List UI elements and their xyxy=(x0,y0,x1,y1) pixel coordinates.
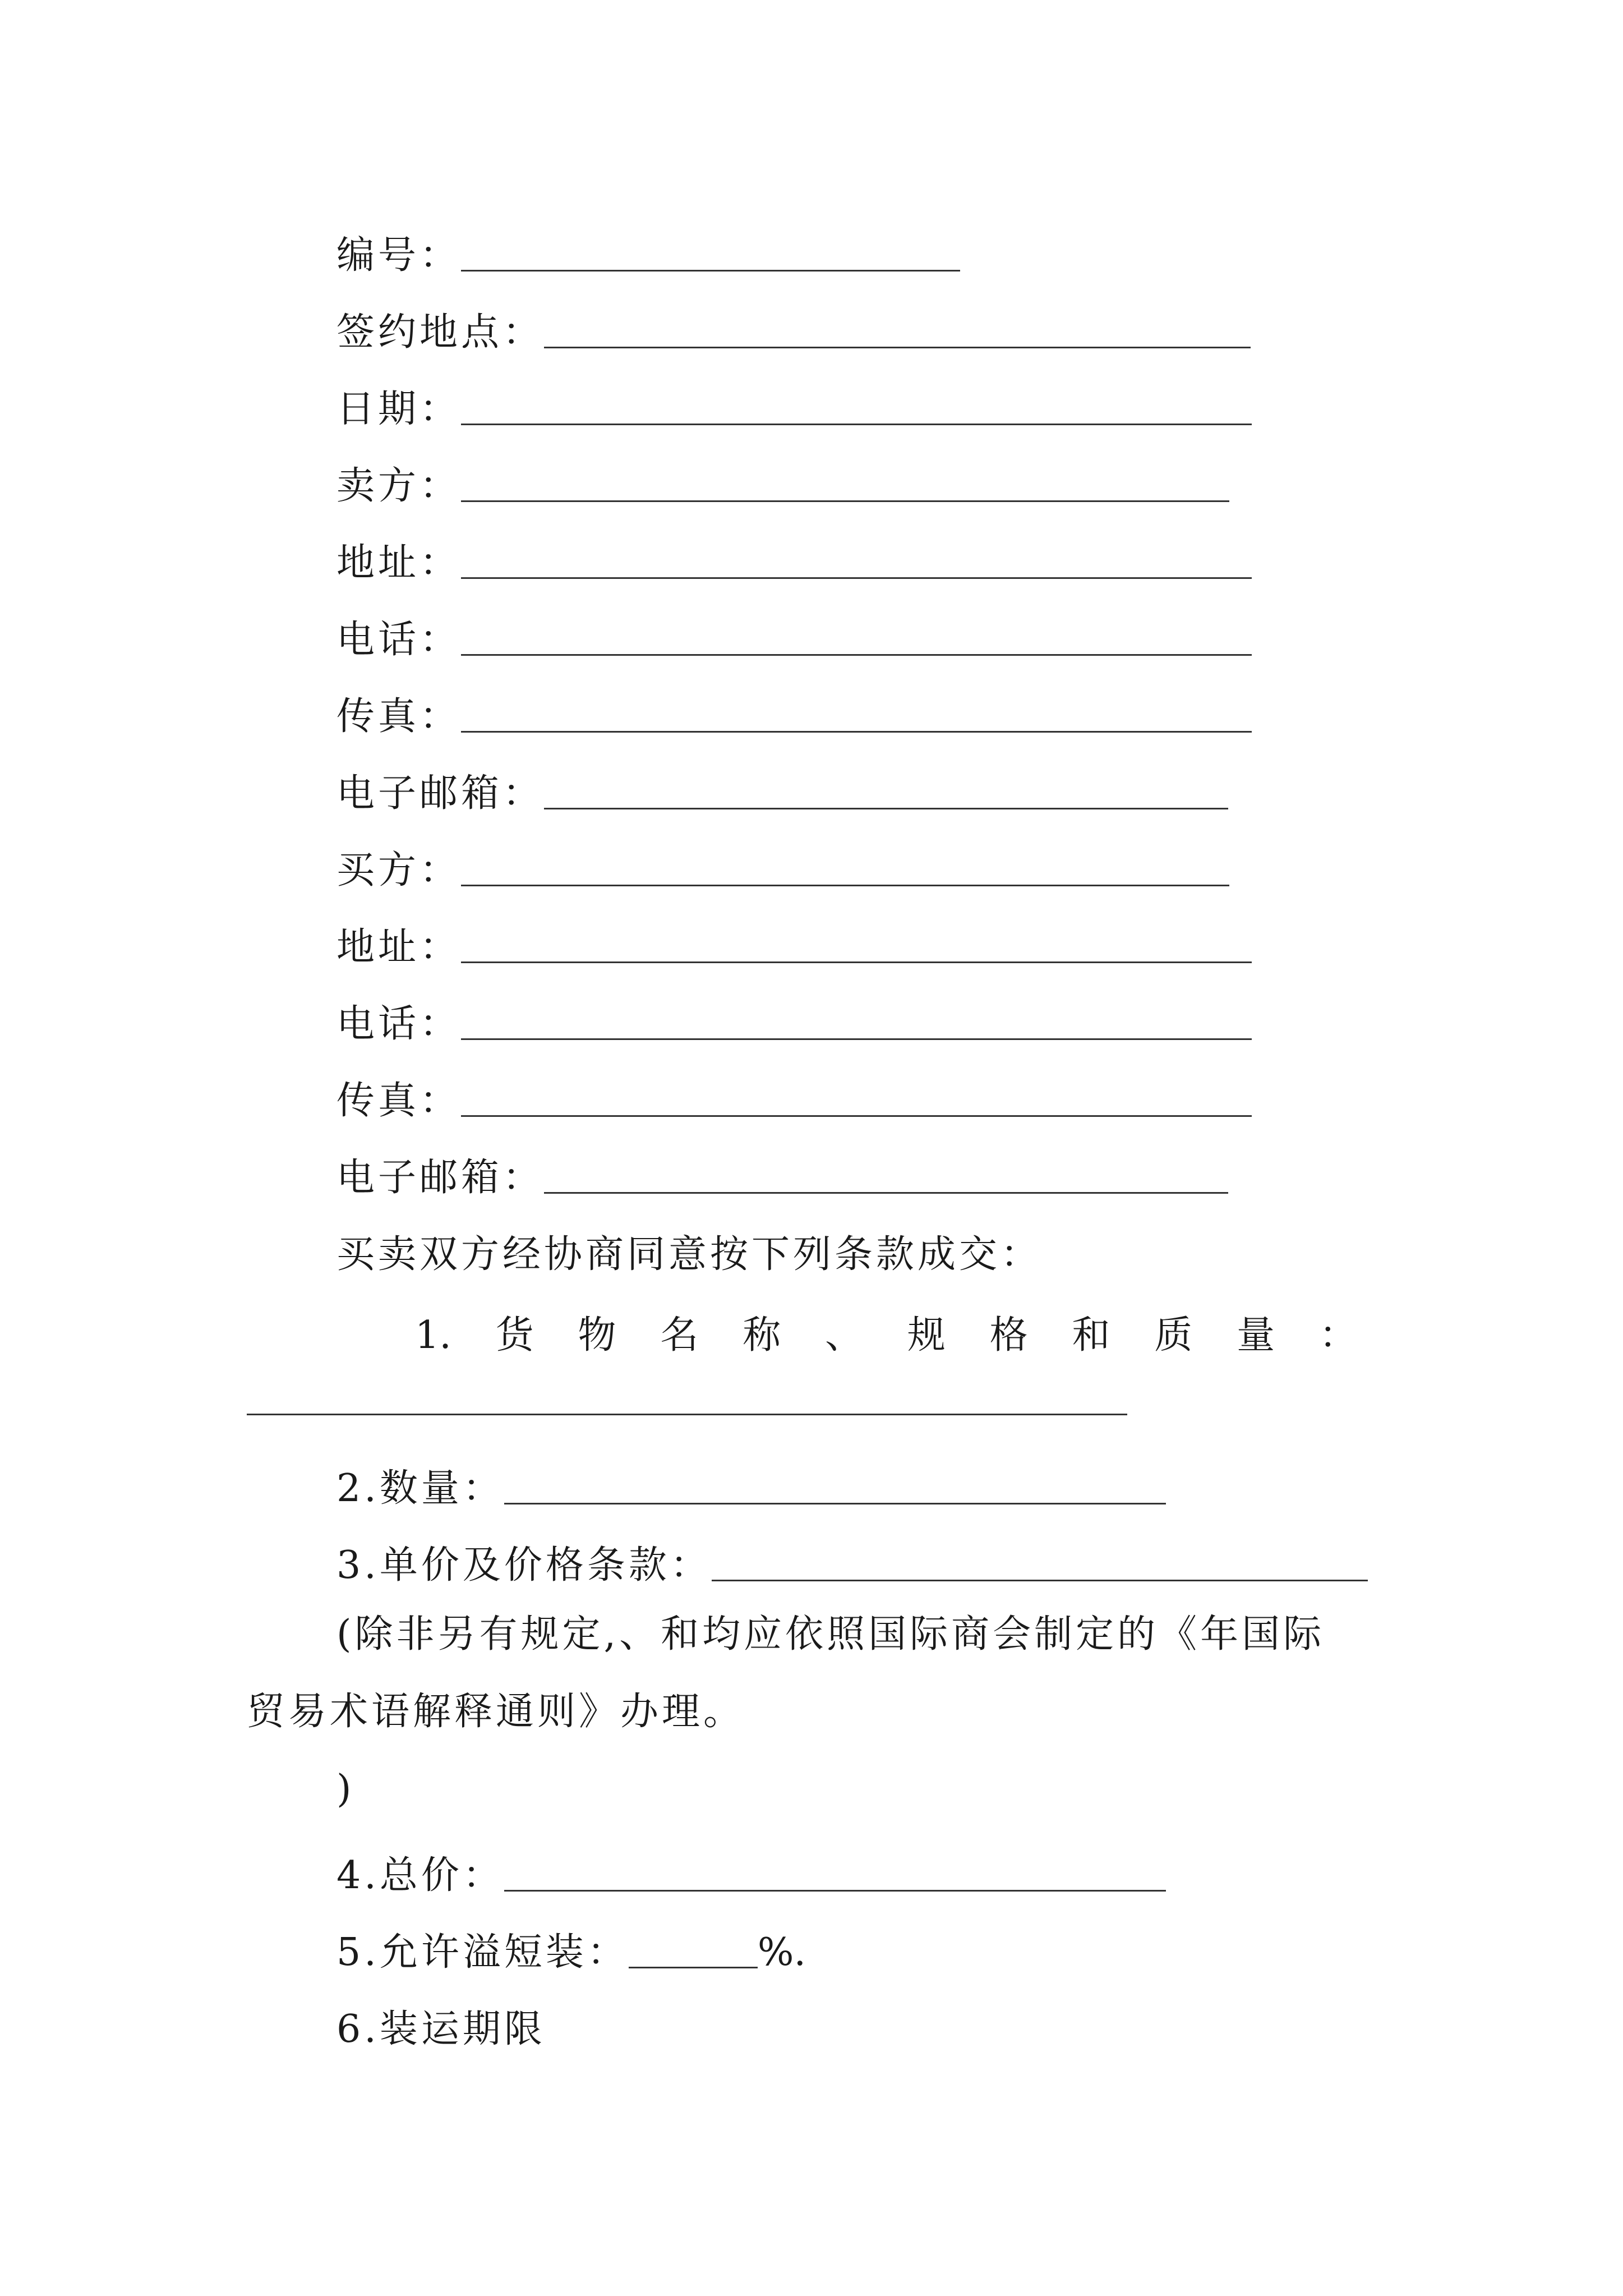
buyer-blank[interactable] xyxy=(461,882,1229,886)
field-label: 地址： xyxy=(336,541,462,585)
field-label: 地址： xyxy=(336,925,462,969)
field-buyer xyxy=(336,828,1229,890)
field-label: 电子邮箱： xyxy=(336,1156,545,1200)
intro-sentence xyxy=(336,1212,1043,1277)
clause-1-title xyxy=(415,1293,1357,1358)
date-blank[interactable] xyxy=(461,421,1252,425)
signing-place-blank[interactable] xyxy=(544,344,1251,348)
field-label: 编号： xyxy=(336,233,462,278)
seller-phone-blank[interactable] xyxy=(461,652,1252,656)
unit-price-blank[interactable] xyxy=(712,1577,1368,1581)
clause-4-label: 4.总价： xyxy=(336,1853,504,1898)
clause-1-char: 质 xyxy=(1154,1313,1193,1358)
field-label: 卖方： xyxy=(336,464,462,508)
clause-1-char: 称 xyxy=(743,1313,781,1358)
clause-3-unit-price xyxy=(336,1523,1368,1588)
clause-1-blank[interactable] xyxy=(247,1414,1127,1415)
field-label: 传真： xyxy=(336,1079,462,1123)
clause-3-label: 3.单价及价格条款： xyxy=(336,1543,712,1588)
note-close: ) xyxy=(336,1767,355,1811)
clause-1-char: 物 xyxy=(578,1313,616,1358)
contract-no-blank[interactable] xyxy=(461,268,960,272)
buyer-fax-blank[interactable] xyxy=(461,1113,1252,1117)
field-seller-email xyxy=(336,751,1228,816)
seller-email-blank[interactable] xyxy=(544,806,1228,809)
clause-1-char: 和 xyxy=(1072,1313,1110,1358)
field-contract-no xyxy=(336,213,960,278)
clause-2-quantity xyxy=(336,1446,1166,1511)
percent-suffix: %. xyxy=(757,1930,806,1975)
field-date xyxy=(336,367,1252,429)
field-seller-fax xyxy=(336,674,1252,739)
seller-address-blank[interactable] xyxy=(461,575,1252,579)
seller-fax-blank[interactable] xyxy=(461,729,1252,733)
field-buyer-email xyxy=(336,1135,1228,1200)
field-label: 电话： xyxy=(336,618,462,662)
tolerance-blank[interactable] xyxy=(629,1964,758,1968)
intro-text: 买卖双方经协商同意按下列条款成交： xyxy=(336,1232,1043,1277)
field-seller-address xyxy=(336,521,1252,585)
clause-5-tolerance xyxy=(336,1910,806,1975)
field-seller-phone xyxy=(336,597,1252,662)
clause-1-char: 、 xyxy=(825,1313,864,1358)
field-label: 签约地点： xyxy=(336,310,545,355)
quantity-blank[interactable] xyxy=(504,1501,1166,1504)
buyer-address-blank[interactable] xyxy=(461,959,1252,963)
clause-2-label: 2.数量： xyxy=(336,1466,504,1511)
field-label: 电子邮箱： xyxy=(336,771,545,816)
clause-1-char: ： xyxy=(1318,1313,1357,1358)
buyer-phone-blank[interactable] xyxy=(461,1036,1252,1040)
note-line-1: (除非另有规定,、和均应依照国际商会制定的《年国际 xyxy=(336,1612,1325,1657)
clause-4-total-price xyxy=(336,1833,1166,1898)
field-label: 买方： xyxy=(336,848,462,892)
clause-1-char: 格 xyxy=(989,1313,1028,1358)
clause-1-char: 货 xyxy=(495,1313,534,1358)
clause-6-shipment xyxy=(336,1987,546,2049)
seller-blank[interactable] xyxy=(461,498,1229,502)
clause-6-label: 6.装运期限 xyxy=(336,2007,546,2051)
total-price-blank[interactable] xyxy=(504,1888,1166,1892)
clause-5-label: 5.允许溢短装： xyxy=(336,1930,629,1975)
field-signing-place xyxy=(336,290,1251,355)
field-label: 电话： xyxy=(336,1002,462,1046)
clause-1-char: 名 xyxy=(660,1313,699,1358)
clause-1-char: 量 xyxy=(1237,1313,1275,1358)
field-seller xyxy=(336,444,1229,508)
buyer-email-blank[interactable] xyxy=(544,1190,1228,1194)
field-label: 传真： xyxy=(336,694,462,739)
field-label: 日期： xyxy=(336,387,462,431)
note-line-2: 贸易术语解释通则》办理。 xyxy=(247,1690,745,1734)
clause-1-char: 规 xyxy=(907,1313,946,1358)
field-buyer-phone xyxy=(336,982,1252,1046)
clause-1-char: 1. xyxy=(415,1313,451,1358)
field-buyer-fax xyxy=(336,1059,1252,1123)
field-buyer-address xyxy=(336,905,1252,967)
